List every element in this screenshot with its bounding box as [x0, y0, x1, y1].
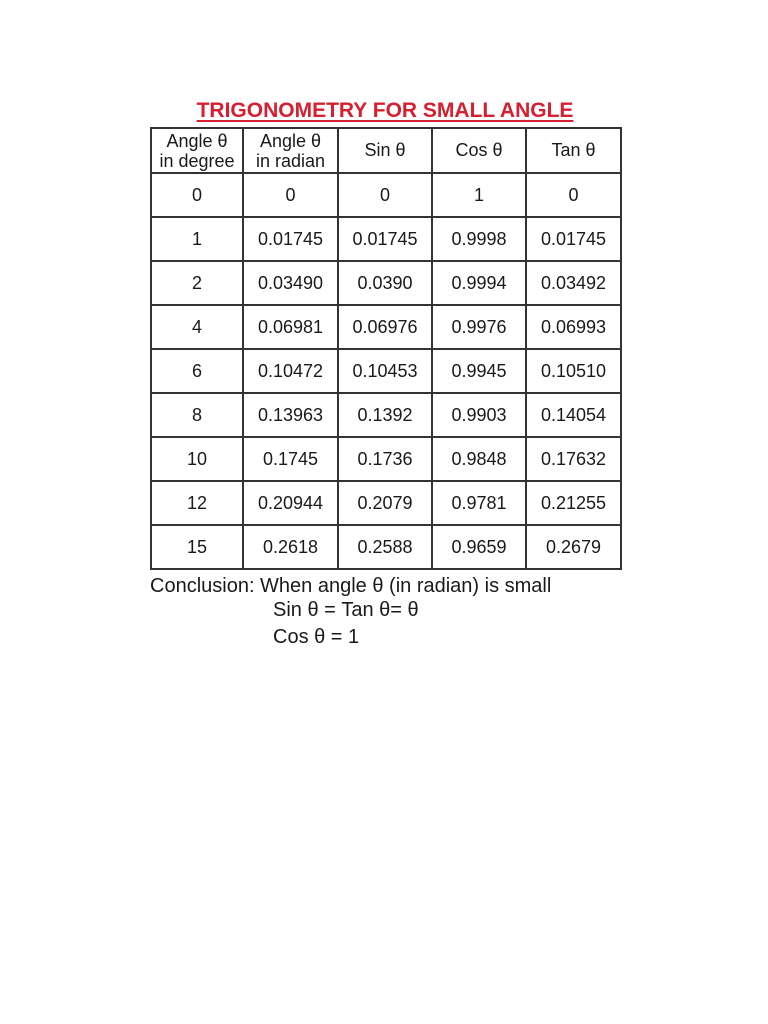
table-cell: 0.0390	[338, 261, 432, 305]
table-cell: 0	[526, 173, 621, 217]
table-cell: 0.20944	[243, 481, 338, 525]
table-cell: 0.01745	[338, 217, 432, 261]
table-body	[151, 173, 621, 569]
table-row	[151, 525, 621, 569]
table-cell: 0.9781	[432, 481, 526, 525]
table-cell: 0.9994	[432, 261, 526, 305]
conclusion-equation-cos: Cos θ = 1	[273, 626, 360, 648]
table-row	[151, 349, 621, 393]
table-row	[151, 305, 621, 349]
table-cell: 0.10510	[526, 349, 621, 393]
table-cell: 0.13963	[243, 393, 338, 437]
table-cell: 0.9976	[432, 305, 526, 349]
table-cell: 0.9998	[432, 217, 526, 261]
table-cell: 0.03492	[526, 261, 621, 305]
conclusion-equation-sin-tan: Sin θ = Tan θ= θ	[273, 599, 419, 621]
table-cell: 0.9848	[432, 437, 526, 481]
table-cell: 0.2079	[338, 481, 432, 525]
table-cell: 0.17632	[526, 437, 621, 481]
conclusion-text: Conclusion: When angle θ (in radian) is small	[150, 575, 552, 597]
table-cell: 8	[151, 393, 243, 437]
table-header	[151, 128, 621, 173]
table-cell: 1	[432, 173, 526, 217]
table-row	[151, 173, 621, 217]
table-cell: 10	[151, 437, 243, 481]
header-row	[151, 128, 621, 173]
table-cell: 0.10472	[243, 349, 338, 393]
header-tan: Tan θ	[526, 128, 621, 173]
table-row	[151, 217, 621, 261]
table-cell: 0.9903	[432, 393, 526, 437]
table-row	[151, 481, 621, 525]
table-cell: 0.1736	[338, 437, 432, 481]
table-cell: 0.2679	[526, 525, 621, 569]
table-cell: 0.14054	[526, 393, 621, 437]
table-cell: 12	[151, 481, 243, 525]
table-cell: 15	[151, 525, 243, 569]
table-cell: 0.10453	[338, 349, 432, 393]
table-cell: 0.1392	[338, 393, 432, 437]
header-angle-degree-line2: in degree	[159, 150, 235, 171]
table-cell: 0.1745	[243, 437, 338, 481]
header-angle-degree	[151, 128, 243, 173]
table-cell: 0.01745	[243, 217, 338, 261]
header-angle-radian	[243, 128, 338, 173]
table-cell: 0.06993	[526, 305, 621, 349]
trig-table	[150, 127, 622, 570]
header-cos: Cos θ	[432, 128, 526, 173]
table-cell: 0.06981	[243, 305, 338, 349]
table-cell: 6	[151, 349, 243, 393]
table-row	[151, 261, 621, 305]
table-cell: 0	[243, 173, 338, 217]
table-cell: 0.03490	[243, 261, 338, 305]
table-cell: 0.2618	[243, 525, 338, 569]
header-sin: Sin θ	[338, 128, 432, 173]
header-angle-radian-line2: in radian	[255, 150, 326, 171]
document-title: TRIGONOMETRY FOR SMALL ANGLE	[196, 99, 574, 122]
table-cell: 0.9945	[432, 349, 526, 393]
table-cell: 0.06976	[338, 305, 432, 349]
header-angle-degree-line1: Angle θ	[166, 130, 228, 151]
table-cell: 2	[151, 261, 243, 305]
table-row	[151, 393, 621, 437]
table-cell: 0.2588	[338, 525, 432, 569]
table-cell: 0	[338, 173, 432, 217]
header-angle-radian-line1: Angle θ	[259, 130, 322, 151]
table-row	[151, 437, 621, 481]
table-cell: 0.01745	[526, 217, 621, 261]
table-cell: 1	[151, 217, 243, 261]
table-cell: 0.9659	[432, 525, 526, 569]
table-cell: 4	[151, 305, 243, 349]
table-cell: 0.21255	[526, 481, 621, 525]
table-cell: 0	[151, 173, 243, 217]
